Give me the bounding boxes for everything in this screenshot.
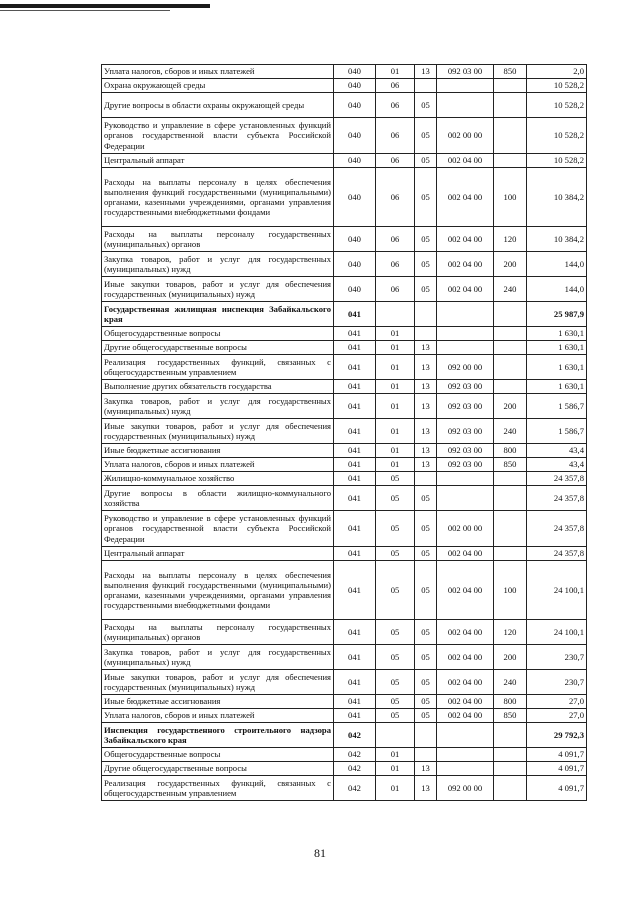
table-row (102, 380, 587, 394)
row-subsection-code: 05 (415, 486, 437, 511)
row-admin-code: 041 (334, 444, 376, 458)
row-admin-code: 040 (334, 252, 376, 277)
row-subsection-code: 05 (415, 252, 437, 277)
row-name: Закупка товаров, работ и услуг для государственных (муниципальных) нужд (102, 394, 334, 419)
row-name: Иные бюджетные ассигнования (102, 444, 334, 458)
row-name: Общегосударственные вопросы (102, 327, 334, 341)
row-section-code: 06 (376, 93, 415, 118)
table-row (102, 547, 587, 561)
budget-table-body (102, 65, 587, 801)
row-target-code (437, 341, 494, 355)
row-expense-type-code: 850 (494, 65, 527, 79)
page-number: 81 (314, 846, 326, 860)
table-row (102, 695, 587, 709)
row-expense-type-code: 240 (494, 670, 527, 695)
row-section-code: 01 (376, 419, 415, 444)
row-amount: 10 528,2 (527, 154, 587, 168)
row-section-code: 05 (376, 709, 415, 723)
row-admin-code: 042 (334, 748, 376, 762)
row-admin-code: 041 (334, 458, 376, 472)
row-subsection-code: 05 (415, 547, 437, 561)
row-section-code: 06 (376, 154, 415, 168)
row-admin-code: 041 (334, 511, 376, 547)
row-subsection-code: 05 (415, 620, 437, 645)
row-name: Жилищно-коммунальное хозяйство (102, 472, 334, 486)
table-row (102, 341, 587, 355)
row-subsection-code: 05 (415, 645, 437, 670)
row-section-code: 01 (376, 394, 415, 419)
row-name: Расходы на выплаты персоналу в целях обеспечения выполнения функций государственными (муниципальными) органами, казенными учреждениями, органами управления государственными внебюджетными фондами (102, 168, 334, 227)
row-subsection-code: 13 (415, 419, 437, 444)
row-target-code: 002 04 00 (437, 277, 494, 302)
row-target-code (437, 327, 494, 341)
row-name: Другие вопросы в области охраны окружающей среды (102, 93, 334, 118)
row-section-code: 01 (376, 380, 415, 394)
row-admin-code: 041 (334, 327, 376, 341)
row-section-code: 01 (376, 444, 415, 458)
row-amount: 43,4 (527, 444, 587, 458)
row-expense-type-code (494, 154, 527, 168)
row-expense-type-code (494, 486, 527, 511)
table-row (102, 486, 587, 511)
row-target-code: 092 03 00 (437, 394, 494, 419)
row-amount: 230,7 (527, 645, 587, 670)
row-subsection-code: 13 (415, 762, 437, 776)
row-admin-code: 041 (334, 380, 376, 394)
table-row (102, 748, 587, 762)
row-admin-code: 040 (334, 168, 376, 227)
table-row (102, 645, 587, 670)
row-name: Государственная жилищная инспекция Забайкальского края (102, 302, 334, 327)
row-name: Иные бюджетные ассигнования (102, 695, 334, 709)
row-amount: 10 528,2 (527, 93, 587, 118)
row-expense-type-code: 850 (494, 709, 527, 723)
row-admin-code: 040 (334, 277, 376, 302)
row-target-code: 092 03 00 (437, 444, 494, 458)
table-row (102, 154, 587, 168)
row-target-code: 002 04 00 (437, 695, 494, 709)
row-name: Уплата налогов, сборов и иных платежей (102, 709, 334, 723)
table-row (102, 419, 587, 444)
row-target-code (437, 748, 494, 762)
row-expense-type-code (494, 327, 527, 341)
table-row (102, 561, 587, 620)
row-expense-type-code: 200 (494, 252, 527, 277)
row-admin-code: 042 (334, 762, 376, 776)
row-admin-code: 041 (334, 620, 376, 645)
row-subsection-code: 05 (415, 561, 437, 620)
table-row (102, 472, 587, 486)
row-target-code: 002 04 00 (437, 227, 494, 252)
row-expense-type-code (494, 118, 527, 154)
row-amount: 24 100,1 (527, 561, 587, 620)
row-name: Другие общегосударственные вопросы (102, 762, 334, 776)
row-name: Охрана окружающей среды (102, 79, 334, 93)
row-expense-type-code: 100 (494, 168, 527, 227)
row-admin-code: 040 (334, 93, 376, 118)
row-amount: 43,4 (527, 458, 587, 472)
table-row (102, 723, 587, 748)
row-amount: 1 630,1 (527, 355, 587, 380)
table-row (102, 118, 587, 154)
row-expense-type-code: 240 (494, 277, 527, 302)
row-name: Иные закупки товаров, работ и услуг для обеспечения государственных (муниципальных) нужд (102, 277, 334, 302)
row-section-code: 01 (376, 65, 415, 79)
row-admin-code: 041 (334, 472, 376, 486)
row-section-code: 05 (376, 561, 415, 620)
row-subsection-code: 13 (415, 458, 437, 472)
row-subsection-code: 05 (415, 709, 437, 723)
row-name: Иные закупки товаров, работ и услуг для обеспечения государственных (муниципальных) нужд (102, 670, 334, 695)
row-target-code: 092 03 00 (437, 458, 494, 472)
row-section-code: 05 (376, 472, 415, 486)
row-name: Руководство и управление в сфере установленных функций органов государственной власти субъекта Российской Федерации (102, 511, 334, 547)
row-amount: 24 357,8 (527, 547, 587, 561)
row-expense-type-code (494, 355, 527, 380)
row-expense-type-code: 800 (494, 444, 527, 458)
row-subsection-code (415, 748, 437, 762)
row-admin-code: 041 (334, 302, 376, 327)
row-name: Центральный аппарат (102, 547, 334, 561)
row-name: Другие общегосударственные вопросы (102, 341, 334, 355)
row-section-code: 06 (376, 252, 415, 277)
row-expense-type-code (494, 511, 527, 547)
header-rule-thick (0, 4, 210, 8)
row-expense-type-code (494, 302, 527, 327)
row-expense-type-code: 200 (494, 645, 527, 670)
row-section-code (376, 302, 415, 327)
row-amount: 4 091,7 (527, 762, 587, 776)
row-subsection-code (415, 302, 437, 327)
row-section-code: 05 (376, 670, 415, 695)
row-target-code (437, 302, 494, 327)
row-expense-type-code (494, 547, 527, 561)
row-expense-type-code (494, 380, 527, 394)
row-amount: 230,7 (527, 670, 587, 695)
budget-table (101, 64, 587, 801)
row-name: Другие вопросы в области жилищно-коммунального хозяйства (102, 486, 334, 511)
row-target-code (437, 723, 494, 748)
row-target-code: 092 03 00 (437, 65, 494, 79)
table-row (102, 444, 587, 458)
row-admin-code: 041 (334, 695, 376, 709)
row-admin-code: 041 (334, 355, 376, 380)
row-expense-type-code: 200 (494, 394, 527, 419)
row-section-code: 05 (376, 511, 415, 547)
row-expense-type-code (494, 762, 527, 776)
row-expense-type-code (494, 93, 527, 118)
row-target-code: 092 00 00 (437, 355, 494, 380)
row-admin-code: 041 (334, 394, 376, 419)
row-admin-code: 040 (334, 79, 376, 93)
row-admin-code: 041 (334, 486, 376, 511)
row-section-code: 01 (376, 327, 415, 341)
row-target-code: 002 00 00 (437, 118, 494, 154)
row-target-code: 092 00 00 (437, 776, 494, 801)
row-section-code: 05 (376, 547, 415, 561)
row-admin-code: 041 (334, 547, 376, 561)
row-amount: 24 357,8 (527, 472, 587, 486)
row-section-code: 01 (376, 762, 415, 776)
header-rule-thin (0, 10, 170, 11)
row-amount: 27,0 (527, 695, 587, 709)
row-admin-code: 041 (334, 645, 376, 670)
row-section-code: 01 (376, 458, 415, 472)
row-amount: 29 792,3 (527, 723, 587, 748)
row-name: Выполнение других обязательств государства (102, 380, 334, 394)
row-admin-code: 042 (334, 723, 376, 748)
row-amount: 1 586,7 (527, 394, 587, 419)
row-section-code: 06 (376, 79, 415, 93)
row-admin-code: 040 (334, 65, 376, 79)
row-target-code: 002 04 00 (437, 670, 494, 695)
table-row (102, 327, 587, 341)
table-row (102, 458, 587, 472)
row-target-code: 002 04 00 (437, 645, 494, 670)
row-target-code (437, 79, 494, 93)
row-amount: 24 357,8 (527, 486, 587, 511)
row-admin-code: 041 (334, 561, 376, 620)
row-admin-code: 041 (334, 341, 376, 355)
row-section-code: 06 (376, 277, 415, 302)
table-row (102, 355, 587, 380)
table-row (102, 277, 587, 302)
row-target-code: 002 04 00 (437, 561, 494, 620)
table-row (102, 762, 587, 776)
row-subsection-code (415, 472, 437, 486)
row-amount: 144,0 (527, 277, 587, 302)
row-name: Общегосударственные вопросы (102, 748, 334, 762)
row-subsection-code: 13 (415, 776, 437, 801)
row-subsection-code: 13 (415, 380, 437, 394)
row-expense-type-code: 100 (494, 561, 527, 620)
row-target-code (437, 762, 494, 776)
row-amount: 25 987,9 (527, 302, 587, 327)
row-target-code (437, 486, 494, 511)
row-amount: 27,0 (527, 709, 587, 723)
row-amount: 2,0 (527, 65, 587, 79)
row-subsection-code: 13 (415, 341, 437, 355)
row-section-code: 01 (376, 341, 415, 355)
row-expense-type-code (494, 341, 527, 355)
row-name: Закупка товаров, работ и услуг для государственных (муниципальных) нужд (102, 252, 334, 277)
row-name: Иные закупки товаров, работ и услуг для обеспечения государственных (муниципальных) нужд (102, 419, 334, 444)
row-amount: 1 630,1 (527, 380, 587, 394)
row-subsection-code: 13 (415, 65, 437, 79)
row-subsection-code (415, 723, 437, 748)
row-name: Уплата налогов, сборов и иных платежей (102, 65, 334, 79)
row-subsection-code: 05 (415, 154, 437, 168)
row-target-code (437, 93, 494, 118)
row-section-code: 05 (376, 645, 415, 670)
table-row (102, 620, 587, 645)
row-name: Инспекция государственного строительного надзора Забайкальского края (102, 723, 334, 748)
table-row (102, 65, 587, 79)
row-subsection-code: 05 (415, 670, 437, 695)
row-subsection-code: 05 (415, 277, 437, 302)
row-section-code: 01 (376, 355, 415, 380)
row-name: Реализация государственных функций, связанных с общегосударственным управлением (102, 355, 334, 380)
row-expense-type-code: 240 (494, 419, 527, 444)
row-amount: 10 384,2 (527, 227, 587, 252)
row-target-code: 002 00 00 (437, 511, 494, 547)
row-admin-code: 042 (334, 776, 376, 801)
row-section-code: 06 (376, 227, 415, 252)
row-admin-code: 040 (334, 118, 376, 154)
row-section-code: 01 (376, 776, 415, 801)
row-expense-type-code: 120 (494, 620, 527, 645)
row-amount: 4 091,7 (527, 776, 587, 801)
row-amount: 144,0 (527, 252, 587, 277)
table-row (102, 93, 587, 118)
row-admin-code: 041 (334, 419, 376, 444)
row-name: Уплата налогов, сборов и иных платежей (102, 458, 334, 472)
row-amount: 1 630,1 (527, 327, 587, 341)
table-row (102, 709, 587, 723)
table-row (102, 302, 587, 327)
row-expense-type-code (494, 776, 527, 801)
row-target-code: 002 04 00 (437, 252, 494, 277)
row-subsection-code: 13 (415, 394, 437, 419)
row-amount: 24 100,1 (527, 620, 587, 645)
row-name: Расходы на выплаты персоналу государственных (муниципальных) органов (102, 620, 334, 645)
table-row (102, 252, 587, 277)
row-section-code: 05 (376, 695, 415, 709)
table-row (102, 79, 587, 93)
table-row (102, 394, 587, 419)
row-admin-code: 040 (334, 227, 376, 252)
row-admin-code: 041 (334, 670, 376, 695)
row-name: Расходы на выплаты персоналу в целях обеспечения выполнения функций государственными (муниципальными) органами, казенными учреждениями, органами управления государственными внебюджетными фондами (102, 561, 334, 620)
row-section-code: 05 (376, 486, 415, 511)
row-expense-type-code (494, 472, 527, 486)
table-row (102, 776, 587, 801)
row-target-code: 002 04 00 (437, 709, 494, 723)
row-target-code: 092 03 00 (437, 380, 494, 394)
row-expense-type-code: 120 (494, 227, 527, 252)
row-expense-type-code: 800 (494, 695, 527, 709)
row-subsection-code (415, 327, 437, 341)
row-subsection-code (415, 79, 437, 93)
row-amount: 10 528,2 (527, 118, 587, 154)
row-subsection-code: 05 (415, 168, 437, 227)
row-subsection-code: 05 (415, 93, 437, 118)
table-row (102, 227, 587, 252)
row-target-code: 002 04 00 (437, 168, 494, 227)
row-name: Расходы на выплаты персоналу государственных (муниципальных) органов (102, 227, 334, 252)
row-expense-type-code: 850 (494, 458, 527, 472)
row-expense-type-code (494, 79, 527, 93)
row-subsection-code: 05 (415, 511, 437, 547)
row-target-code: 002 04 00 (437, 620, 494, 645)
row-name: Закупка товаров, работ и услуг для государственных (муниципальных) нужд (102, 645, 334, 670)
row-target-code (437, 472, 494, 486)
row-expense-type-code (494, 748, 527, 762)
table-row (102, 670, 587, 695)
row-amount: 10 384,2 (527, 168, 587, 227)
row-expense-type-code (494, 723, 527, 748)
row-subsection-code: 05 (415, 118, 437, 154)
row-target-code: 092 03 00 (437, 419, 494, 444)
row-section-code: 06 (376, 118, 415, 154)
row-target-code: 002 04 00 (437, 154, 494, 168)
row-subsection-code: 05 (415, 695, 437, 709)
row-section-code: 05 (376, 620, 415, 645)
row-name: Руководство и управление в сфере установленных функций органов государственной власти субъекта Российской Федерации (102, 118, 334, 154)
row-target-code: 002 04 00 (437, 547, 494, 561)
table-row (102, 168, 587, 227)
row-admin-code: 040 (334, 154, 376, 168)
row-amount: 10 528,2 (527, 79, 587, 93)
row-amount: 1 586,7 (527, 419, 587, 444)
row-name: Центральный аппарат (102, 154, 334, 168)
row-section-code: 01 (376, 748, 415, 762)
row-name: Реализация государственных функций, связанных с общегосударственным управлением (102, 776, 334, 801)
row-section-code: 06 (376, 168, 415, 227)
row-admin-code: 041 (334, 709, 376, 723)
row-amount: 4 091,7 (527, 748, 587, 762)
row-amount: 1 630,1 (527, 341, 587, 355)
row-subsection-code: 13 (415, 444, 437, 458)
row-subsection-code: 13 (415, 355, 437, 380)
row-amount: 24 357,8 (527, 511, 587, 547)
table-row (102, 511, 587, 547)
row-section-code (376, 723, 415, 748)
row-subsection-code: 05 (415, 227, 437, 252)
